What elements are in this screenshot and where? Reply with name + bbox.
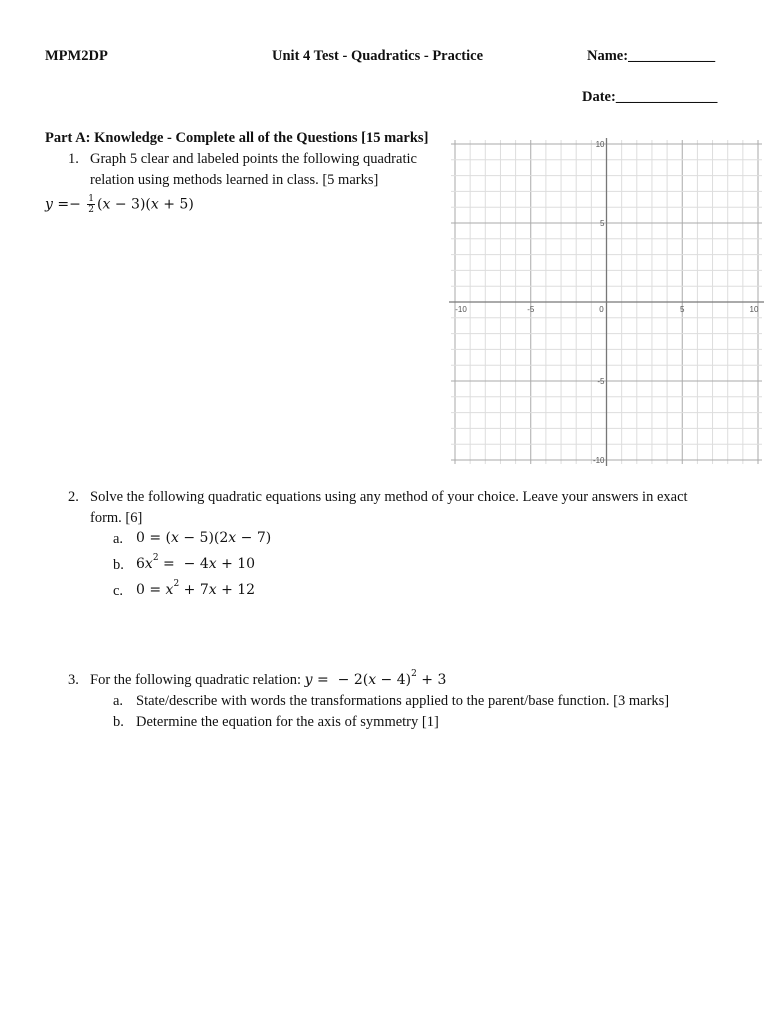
q3b-letter: b. bbox=[113, 714, 124, 730]
q2c-equation: $0 = x^2 + 7x + 12$ bbox=[136, 579, 256, 598]
q1-number: 1. bbox=[68, 151, 79, 167]
q3a-text: State/describe with words the transformations applied to the parent/base function. [3 marks] bbox=[136, 693, 670, 709]
course-code: MPM2DP bbox=[45, 48, 108, 64]
q1-text-line2: relation using methods learned in class. [5 marks] bbox=[90, 172, 379, 188]
q2b-letter: b. bbox=[113, 557, 124, 573]
q3-text bbox=[90, 669, 447, 689]
document-title: Unit 4 Test - Quadratics - Practice bbox=[272, 48, 484, 64]
q2-text-line1: Solve the following quadratic equations using any method of your choice. Leave your answers in exact bbox=[90, 489, 688, 505]
q2-number: 2. bbox=[68, 489, 79, 505]
coordinate-grid-svg bbox=[448, 138, 766, 468]
y-tick-label: -5 bbox=[597, 377, 605, 386]
q3a-letter: a. bbox=[113, 693, 124, 709]
x-tick-label: 10 bbox=[749, 305, 759, 314]
q2b-equation: $6x^2$ = − 4x + 10 bbox=[136, 553, 256, 572]
y-tick-label: 5 bbox=[600, 219, 605, 228]
q3-equation: y = − $2(x - 4)^2 + 3$ bbox=[304, 669, 447, 688]
x-tick-label: -5 bbox=[527, 305, 535, 314]
q3-number: 3. bbox=[68, 672, 79, 688]
q3b-text: Determine the equation for the axis of symmetry [1] bbox=[136, 714, 439, 730]
name-field: Name:____________ bbox=[587, 48, 716, 64]
q2a-equation: 0 = (x − 5)(2x − 7) bbox=[136, 530, 272, 546]
x-tick-label: 0 bbox=[599, 305, 604, 314]
q1-equation: y =− $\frac{1}{2}$ (x − 3)(x + 5) bbox=[45, 194, 194, 215]
q1-text-line1: Graph 5 clear and labeled points the following quadratic bbox=[90, 151, 417, 167]
x-tick-label: 5 bbox=[680, 305, 685, 314]
y-tick-label: -10 bbox=[592, 456, 605, 465]
part-a-heading: Part A: Knowledge - Complete all of the Questions [15 marks] bbox=[45, 130, 429, 146]
q3-prompt: For the following quadratic relation: bbox=[90, 672, 302, 688]
q2-text-line2: form. [6] bbox=[90, 510, 143, 526]
coordinate-grid[interactable] bbox=[448, 138, 766, 473]
y-tick-label: 10 bbox=[595, 140, 605, 149]
q2a-letter: a. bbox=[113, 531, 124, 547]
date-field: Date:______________ bbox=[582, 89, 718, 105]
q2c-letter: c. bbox=[113, 583, 124, 599]
x-tick-label: -10 bbox=[455, 305, 467, 314]
